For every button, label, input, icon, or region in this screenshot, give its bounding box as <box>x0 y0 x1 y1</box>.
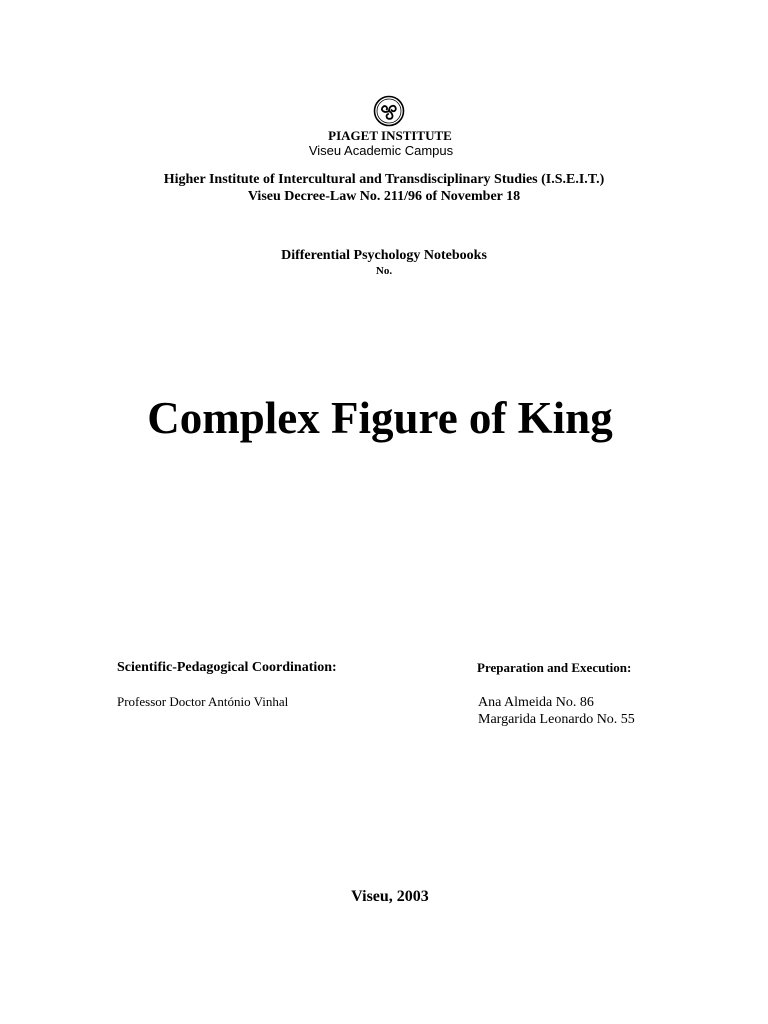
institution-name: PIAGET INSTITUTE <box>328 128 452 143</box>
document-title: Complex Figure of King <box>147 393 613 443</box>
place-and-year: Viseu, 2003 <box>351 888 429 905</box>
piaget-logo-icon <box>373 95 405 127</box>
series-title: Differential Psychology Notebooks <box>281 248 487 263</box>
coordination-label: Scientific-Pedagogical Coordination: <box>117 660 337 675</box>
school-name: Higher Institute of Intercultural and Transdisciplinary Studies (I.S.E.I.T.) <box>163 172 605 187</box>
author-item: Ana Almeida No. 86 <box>478 695 594 710</box>
series-number: No. <box>375 265 393 277</box>
campus-name: Viseu Academic Campus <box>308 143 454 158</box>
decree-line: Viseu Decree-Law No. 211/96 of November 18 <box>247 189 521 204</box>
preparation-label: Preparation and Execution: <box>477 660 632 675</box>
authors-list <box>478 694 635 728</box>
coordinator-name: Professor Doctor António Vinhal <box>117 694 289 709</box>
author-item: Margarida Leonardo No. 55 <box>478 712 635 727</box>
